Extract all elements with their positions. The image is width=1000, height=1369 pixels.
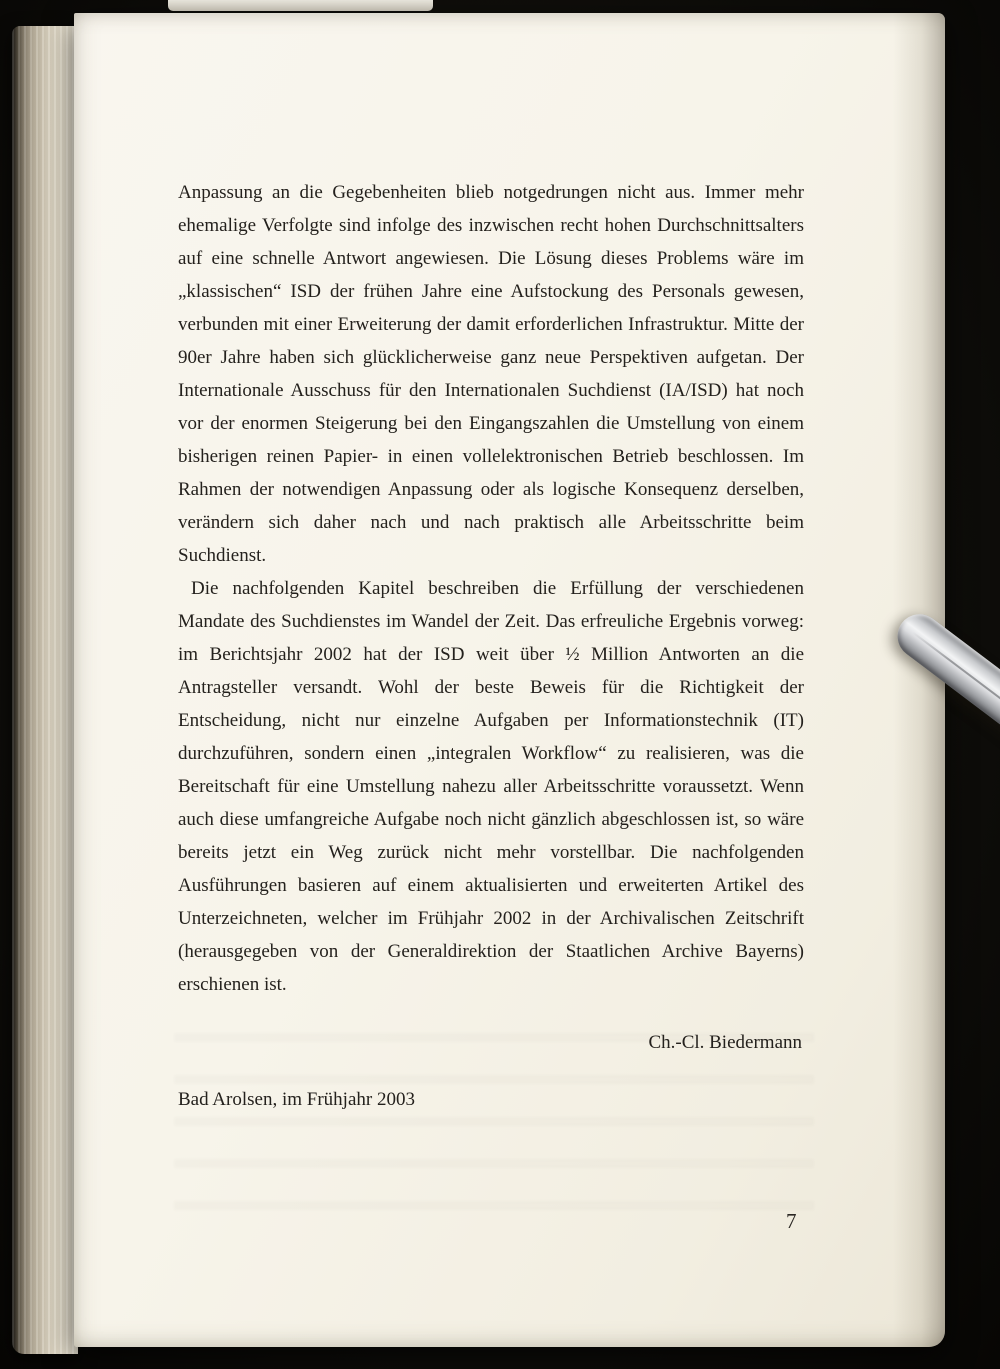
page-stack-edge xyxy=(12,26,78,1354)
book-page xyxy=(74,13,945,1347)
page-behind-sliver xyxy=(168,0,433,11)
page-number: 7 xyxy=(786,1209,797,1233)
author-signature: Ch.-Cl. Biedermann xyxy=(648,1032,802,1053)
paragraph-2: Die nachfolgenden Kapitel beschreiben die Erfüllung der verschiedenen Mandate des Suchdienstes im Wandel der Zeit. Das erfreuliche Ergebnis vorweg: im Berichtsjahr 2002 hat der ISD weit über ½ Million Antworten an die Antragsteller versandt. Wohl der beste Beweis für die Richtigkeit der Entscheidung, nicht nur einzelne Aufgaben per Informationstechnik (IT) durchzuführen, sondern einen „integralen Workflow“ zu realisieren, was die Bereitschaft für eine Umstellung nahezu aller Arbeitsschritte voraussetzt. Wenn auch diese umfangreiche Aufgabe noch nicht gänzlich abgeschlossen ist, so wäre bereits jetzt ein Weg zurück nicht mehr vorstellbar. Die nachfolgenden Ausführungen basieren auf einem aktualisierten und erweiterten Artikel des Unterzeichneten, welcher im Frühjahr 2002 in der Archivalischen Zeitschrift (herausgegeben von der Generaldirektion der Staatlichen Archive Bayerns) erschienen ist. xyxy=(178,578,804,995)
page-curvature-shade xyxy=(893,13,945,1347)
place-dateline: Bad Arolsen, im Frühjahr 2003 xyxy=(178,1089,415,1110)
page-stack-lines xyxy=(12,26,78,1354)
paragraph-1: Anpassung an die Gegebenheiten blieb notgedrungen nicht aus. Immer mehr ehemalige Verfolgte sind infolge des inzwischen recht hohen Durchschnittsalters auf eine schnelle Antwort angewiesen. Die Lösung dieses Problems wäre im „klassischen“ ISD der frühen Jahre eine Aufstockung des Personals gewesen, verbunden mit einer Erweiterung der damit erforderlichen Infrastruktur. Mitte der 90er Jahre haben sich glücklicherweise ganz neue Perspektiven aufgetan. Der Internationale Ausschuss für den Internationalen Suchdienst (IA/ISD) hat noch vor der enormen Steigerung bei den Eingangszahlen die Umstellung von einem bisherigen reinen Papier- in einen vollelektronischen Betrieb beschlossen. Im Rahmen der notwendigen Anpassung oder als logische Konsequenz derselben, verändern sich daher nach und nach praktisch alle Arbeitsschritte beim Suchdienst. xyxy=(178,182,804,566)
text-block xyxy=(178,176,804,1116)
